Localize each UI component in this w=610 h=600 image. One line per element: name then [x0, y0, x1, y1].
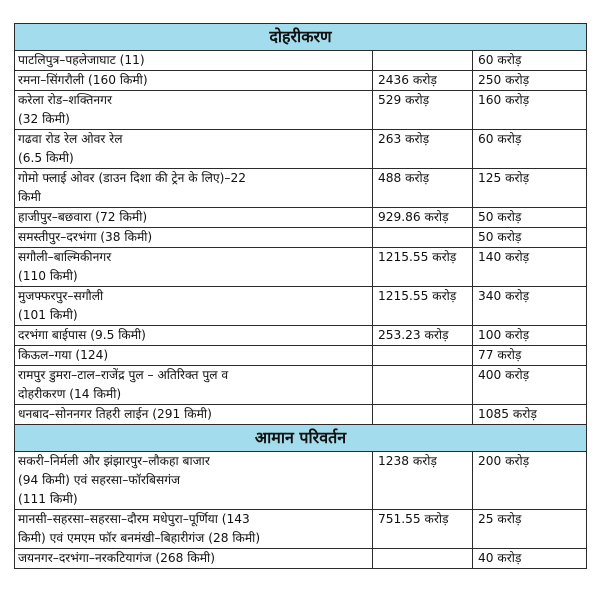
project-description-line: धनबाद–सोननगर तिहरी लाईन (291 किमी)	[18, 407, 212, 421]
section-header-row	[15, 24, 587, 51]
project-description-cell	[15, 91, 373, 130]
table-row	[15, 169, 587, 208]
project-description-line: रामपुर डुमरा–टाल–राजेंद्र पुल – अतिरिक्त पुल व	[18, 368, 229, 382]
budget-allocation-cell: 40 करोड़	[473, 549, 587, 569]
table-row	[15, 405, 587, 425]
budget-allocation-cell: 1085 करोड़	[473, 405, 587, 425]
project-description-line: गोमो फ्लाई ओवर (डाउन दिशा की ट्रेन के लिए)–22	[18, 171, 247, 185]
budget-allocation-cell: 125 करोड़	[473, 169, 587, 208]
project-description-cell	[15, 287, 373, 326]
project-description-cell	[15, 326, 373, 346]
project-cost-cell: 1238 करोड़	[373, 452, 473, 510]
budget-allocation-cell: 60 करोड़	[473, 130, 587, 169]
project-description-line: गढवा रोड रेल ओवर रेल	[18, 132, 123, 146]
project-description-cell	[15, 510, 373, 549]
project-description-line: (32 किमी)	[18, 112, 70, 126]
project-description-line: किऊल–गया (124)	[18, 348, 109, 362]
project-cost-cell	[373, 228, 473, 248]
budget-allocation-cell: 400 करोड़	[473, 366, 587, 405]
budget-allocation-cell: 60 करोड़	[473, 51, 587, 71]
table-row	[15, 287, 587, 326]
project-description-cell	[15, 366, 373, 405]
table-row	[15, 208, 587, 228]
project-description-line: किमी) एवं एमएम फॉर बनमंखी–बिहारीगंज (28 किमी)	[18, 531, 261, 545]
project-description-line: जयनगर–दरभंगा–नरकटियागंज (268 किमी)	[18, 551, 215, 565]
budget-allocation-cell: 250 करोड़	[473, 71, 587, 91]
project-description-line: करेला रोड–शक्तिनगर	[18, 93, 112, 107]
table-body	[15, 24, 587, 569]
project-cost-cell: 751.55 करोड़	[373, 510, 473, 549]
project-description-line: सगौली–बाल्मिकीनगर	[18, 250, 112, 264]
budget-allocation-cell: 340 करोड़	[473, 287, 587, 326]
project-description-line: हाजीपुर–बछवारा (72 किमी)	[18, 210, 148, 224]
project-cost-cell	[373, 346, 473, 366]
table-row	[15, 549, 587, 569]
project-cost-cell	[373, 51, 473, 71]
budget-allocation-cell: 160 करोड़	[473, 91, 587, 130]
budget-allocation-cell: 140 करोड़	[473, 248, 587, 287]
budget-allocation-cell: 25 करोड़	[473, 510, 587, 549]
project-description-cell	[15, 71, 373, 91]
table-row	[15, 326, 587, 346]
project-description-cell	[15, 228, 373, 248]
project-cost-cell: 529 करोड़	[373, 91, 473, 130]
table-row	[15, 452, 587, 510]
project-cost-cell: 488 करोड़	[373, 169, 473, 208]
table-row	[15, 51, 587, 71]
project-description-line: किमी	[18, 190, 41, 204]
project-cost-cell	[373, 549, 473, 569]
project-description-line: सकरी–निर्मली और झंझारपुर–लौकहा बाजार	[18, 454, 210, 468]
project-description-cell	[15, 248, 373, 287]
project-description-cell	[15, 208, 373, 228]
project-description-line: दोहरीकरण (14 किमी)	[18, 387, 122, 401]
project-cost-cell: 1215.55 करोड़	[373, 248, 473, 287]
project-description-line: (101 किमी)	[18, 308, 78, 322]
project-cost-cell: 263 करोड़	[373, 130, 473, 169]
project-cost-cell: 929.86 करोड़	[373, 208, 473, 228]
project-description-cell	[15, 169, 373, 208]
project-description-line: समस्तीपुर–दरभंगा (38 किमी)	[18, 230, 153, 244]
table-row	[15, 510, 587, 549]
project-description-line: मुजफ्फरपुर–सगौली	[18, 289, 104, 303]
project-description-cell	[15, 452, 373, 510]
project-description-line: दरभंगा बाईपास (9.5 किमी)	[18, 328, 146, 342]
table-row	[15, 248, 587, 287]
table-row	[15, 71, 587, 91]
project-description-line: (111 किमी)	[18, 492, 78, 506]
table-row	[15, 130, 587, 169]
project-description-cell	[15, 51, 373, 71]
project-description-cell	[15, 346, 373, 366]
table-row	[15, 228, 587, 248]
budget-allocation-cell: 100 करोड़	[473, 326, 587, 346]
project-description-cell	[15, 405, 373, 425]
railway-projects-table	[14, 23, 587, 569]
budget-allocation-cell: 200 करोड़	[473, 452, 587, 510]
project-cost-cell: 1215.55 करोड़	[373, 287, 473, 326]
table-row	[15, 346, 587, 366]
project-description-cell	[15, 549, 373, 569]
budget-allocation-cell: 77 करोड़	[473, 346, 587, 366]
project-cost-cell	[373, 405, 473, 425]
project-description-cell	[15, 130, 373, 169]
table-row	[15, 366, 587, 405]
project-description-line: (110 किमी)	[18, 269, 78, 283]
project-description-line: मानसी–सहरसा–सहरसा–दौरम मधेपुरा–पूर्णिया (143	[18, 512, 250, 526]
budget-allocation-cell: 50 करोड़	[473, 208, 587, 228]
table-row	[15, 91, 587, 130]
project-cost-cell: 2436 करोड़	[373, 71, 473, 91]
section-title: दोहरीकरण	[15, 24, 587, 51]
project-cost-cell: 253.23 करोड़	[373, 326, 473, 346]
project-cost-cell	[373, 366, 473, 405]
section-title: आमान परिवर्तन	[15, 425, 587, 452]
project-description-line: पाटलिपुत्र–पहलेजाघाट (11)	[18, 53, 145, 67]
section-header-row	[15, 425, 587, 452]
budget-allocation-cell: 50 करोड़	[473, 228, 587, 248]
project-description-line: रमना–सिंगरौली (160 किमी)	[18, 73, 148, 87]
project-description-line: (6.5 किमी)	[18, 151, 74, 165]
project-description-line: (94 किमी) एवं सहरसा–फॉरबिसगंज	[18, 473, 181, 487]
